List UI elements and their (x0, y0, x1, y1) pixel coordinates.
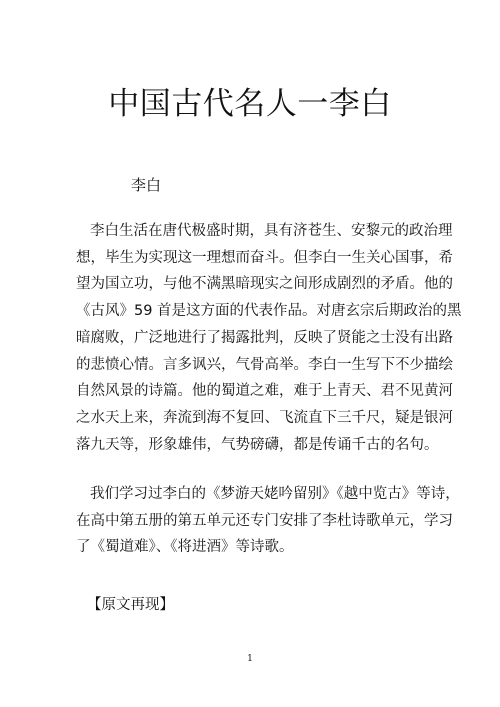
author-name: 李白 (131, 176, 162, 194)
section-heading: 【原文再现】 (87, 597, 174, 613)
paragraph-line: 了《蜀道难》、《将进酒》等诗歌。 (76, 539, 294, 556)
paragraph-line: 李白生活在唐代极盛时期，具有济苍生、安黎元的政治理 (90, 223, 453, 239)
paragraph-line: 自然风景的诗篇。他的蜀道之难，难于上青天、君不见黄河 (76, 383, 453, 400)
paragraph-biography (76, 218, 462, 458)
paragraph-line: 想，毕生为实现这一理想而奋斗。但李白一生关心国事，希 (76, 249, 453, 266)
paragraph-study-notes (76, 481, 460, 561)
paragraph-line: 《古风》59 首是这方面的代表作品。对唐玄宗后期政治的黑 (76, 303, 462, 320)
paragraph-line: 的悲愤心情。言多讽兴，气骨高举。李白一生写下不少描绘 (76, 356, 453, 373)
paragraph-line: 在高中第五册的第五单元还专门安排了李杜诗歌单元，学习 (76, 512, 453, 529)
paragraph-line: 暗腐败，广泛地进行了揭露批判，反映了贤能之士没有出路 (76, 329, 453, 346)
paragraph-line: 之水天上来，奔流到海不复回、飞流直下三千尺，疑是银河 (76, 409, 453, 426)
paragraph-line: 我们学习过李白的《梦游天姥吟留别》《越中览古》等诗， (90, 486, 460, 502)
page-number: 1 (247, 654, 253, 664)
document-title: 中国古代名人一李白 (108, 86, 392, 122)
paragraph-line: 落九天等，形象雄伟，气势磅礴，都是传诵千古的名句。 (76, 436, 439, 453)
paragraph-line: 望为国立功，与他不满黑暗现实之间形成剧烈的矛盾。他的 (76, 276, 453, 293)
